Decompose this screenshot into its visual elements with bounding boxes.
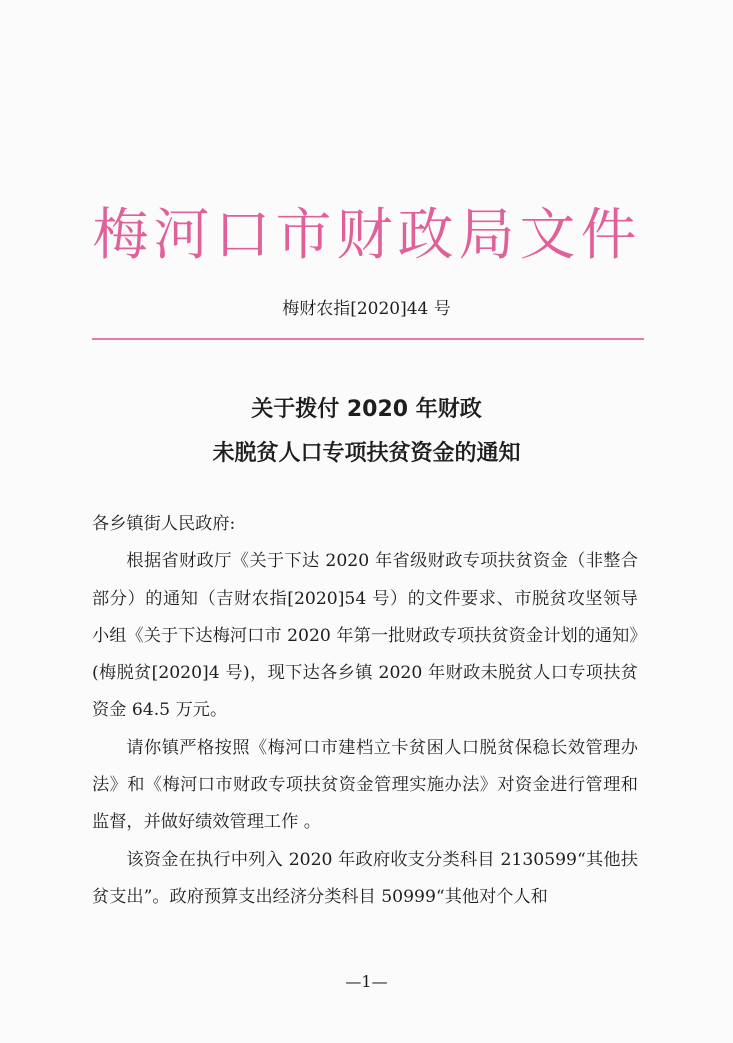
notice-body [92,506,638,916]
body-paragraph-1: 根据省财政厅《关于下达 2020 年省级财政专项扶贫资金（非整合部分）的通知（吉财农指[2020]54 号）的文件要求、市脱贫攻坚领导小组《关于下达梅河口市 2020 年第一批财政专项扶贫资金计划的通知》(梅脱贫[2020]4 号)，现下达各乡镇 2020 年财政未脱贫人口专项扶贫资金 64.5 万元。 [92,551,638,721]
notice-title [0,388,733,476]
salutation: 各乡镇街人民政府: [92,514,236,534]
body-paragraph-2: 请你镇严格按照《梅河口市建档立卡贫困人口脱贫保稳长效管理办法》和《梅河口市财政专项扶贫资金管理实施办法》对资金进行管理和监督，并做好绩效管理工作 。 [92,737,638,833]
notice-title-line-1: 关于拨付 2020 年财政 [251,397,482,422]
page-number: —1— [345,972,388,991]
red-divider-line [92,338,644,340]
notice-title-line-2: 未脱贫人口专项扶贫资金的通知 [212,441,521,466]
body-paragraph-3: 该资金在执行中列入 2020 年政府收支分类科目 2130599“其他扶贫支出”。政府预算支出经济分类科目 50999“其他对个人和 [92,849,638,907]
document-number: 梅财农指[2020]44 号 [282,299,451,319]
agency-header: 梅河口市财政局文件 [92,203,642,268]
